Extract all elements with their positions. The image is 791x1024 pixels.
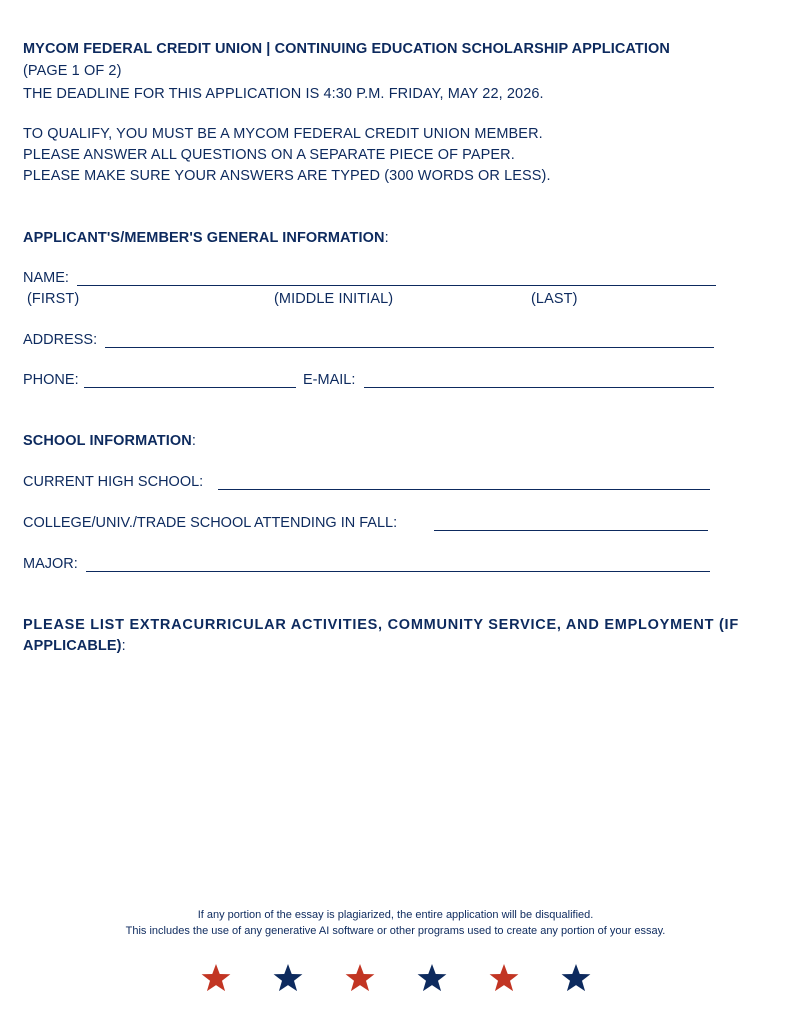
phone-label: PHONE: [23, 372, 79, 388]
instruction: TO QUALIFY, YOU MUST BE A MYCOM FEDERAL CREDIT UNION MEMBER. [23, 126, 543, 142]
star-icon [560, 962, 592, 994]
high-school-label: CURRENT HIGH SCHOOL: [23, 474, 204, 490]
phone-field[interactable] [84, 387, 296, 388]
email-field[interactable] [364, 387, 714, 388]
email-label: E-MAIL: [303, 372, 356, 388]
heading-text: APPLICABLE) [23, 638, 122, 654]
activities-heading-2 [23, 638, 126, 654]
page-title: MYCOM FEDERAL CREDIT UNION | CONTINUING EDUCATION SCHOLARSHIP APPLICATION [23, 41, 670, 57]
heading-text: APPLICANT'S/MEMBER'S GENERAL INFORMATION [23, 230, 385, 246]
star-icon [488, 962, 520, 994]
address-label: ADDRESS: [23, 332, 98, 348]
deadline-text: THE DEADLINE FOR THIS APPLICATION IS 4:30 P.M. FRIDAY, MAY 22, 2026. [23, 86, 544, 102]
star-icon [344, 962, 376, 994]
name-label: NAME: [23, 270, 69, 286]
colon: : [121, 638, 126, 654]
ai-note: This includes the use of any generative AI software or other programs used to create any portion of your essay. [125, 925, 666, 937]
star-icon [200, 962, 232, 994]
first-name-caption: (FIRST) [27, 291, 80, 307]
activities-heading: PLEASE LIST EXTRACURRICULAR ACTIVITIES, COMMUNITY SERVICE, AND EMPLOYMENT (IF [23, 617, 739, 633]
page-number: (PAGE 1 OF 2) [23, 63, 122, 79]
school-info-heading [23, 433, 196, 449]
heading-text: SCHOOL INFORMATION [23, 433, 192, 449]
star-icon [272, 962, 304, 994]
general-info-heading [23, 230, 389, 246]
star-icon [416, 962, 448, 994]
instruction: PLEASE MAKE SURE YOUR ANSWERS ARE TYPED (300 WORDS OR LESS). [23, 168, 551, 184]
high-school-field[interactable] [218, 489, 710, 490]
college-field[interactable] [434, 530, 708, 531]
colon: : [191, 433, 196, 449]
college-label: COLLEGE/UNIV./TRADE SCHOOL ATTENDING IN FALL: [23, 515, 398, 531]
instruction: PLEASE ANSWER ALL QUESTIONS ON A SEPARATE PIECE OF PAPER. [23, 147, 515, 163]
stars-decoration [200, 962, 592, 994]
major-field[interactable] [86, 571, 710, 572]
name-field[interactable] [77, 285, 716, 286]
address-field[interactable] [105, 347, 714, 348]
last-name-caption: (LAST) [531, 291, 578, 307]
plagiarism-note: If any portion of the essay is plagiarized, the entire application will be disqualified. [197, 909, 594, 921]
middle-initial-caption: (MIDDLE INITIAL) [274, 291, 394, 307]
major-label: MAJOR: [23, 556, 78, 572]
colon: : [384, 230, 389, 246]
